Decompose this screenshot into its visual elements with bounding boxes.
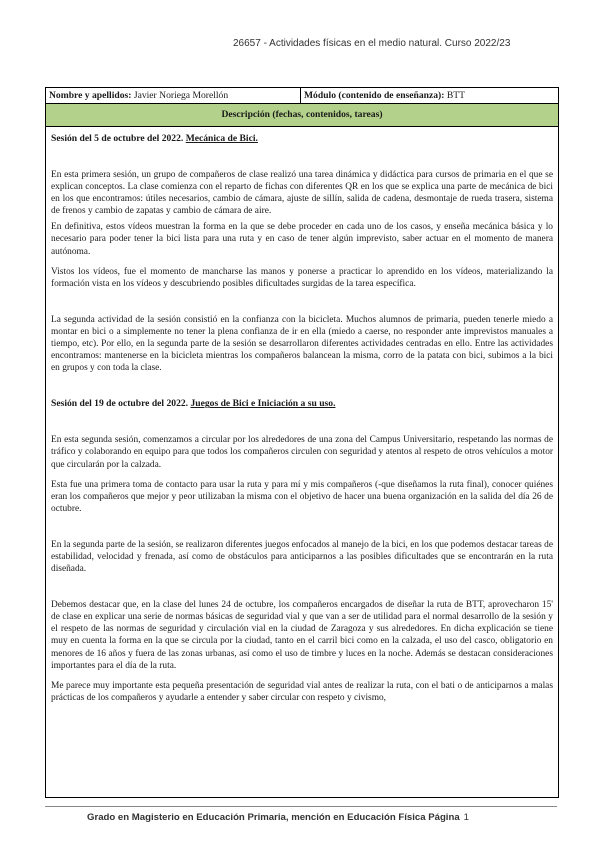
session2-topic: Juegos de Bici e Iniciación a su uso. — [190, 398, 336, 410]
session2-paragraph-1: En esta segunda sesión, comenzamos a circular por los alrededores de una zona del Campus Universitario, respetando las normas de tráfico y colaborando en equipo para que todos los compañeros circulen con seguridad y atentos al respeto de otros vehículos a motor que circularán por la calzada. — [51, 435, 553, 470]
session1-heading — [51, 133, 553, 145]
info-row — [46, 88, 558, 104]
session2-paragraph-5: Me parece muy importante esta pequeña presentación de seguridad vial antes de realizar la ruta, con el bati o de anticiparnos a malas prácticas de los compañeros y ayudarle a entender y saber circular con respeto y civismo, — [51, 680, 553, 703]
page-number: 1 — [463, 812, 470, 823]
session2-paragraph-3: En la segunda parte de la sesión, se realizaron diferentes juegos enfocados al manejo de la bici, en los que podemos destacar tareas de estabilidad, velocidad y frenada, así como de obstáculos para anticiparnos a las posibles dificultades que se encontrarán en la ruta diseñada. — [51, 539, 553, 575]
description-header: Descripción (fechas, contenidos, tareas) — [46, 104, 558, 127]
session1-paragraph-4: La segunda actividad de la sesión consistió en la confianza con la bicicleta. Muchos alumnos de primaria, pueden tenerle miedo a montar en bici o a simplemente no tener la plena confianza de ir en ella (miedo a caerse, no responder ante imprevistos manuales a tiempo, etc). Por ello, en la segunda parte de la sesión se desarrollaron diferentes actividades centradas en ello. Entre las actividades encontramos: mantenerse en la bicicleta mientras los compañeros balancean la misma, corro de la patata con bici, subimos a la bici en grupos y con toda la clase. — [51, 314, 553, 374]
name-cell — [46, 88, 301, 103]
activity-table — [45, 87, 559, 798]
description-content — [46, 127, 558, 797]
name-value: Javier Noriega Morellón — [133, 90, 229, 101]
document-footer — [87, 812, 469, 823]
name-label: Nombre y apellidos: — [49, 90, 132, 101]
module-label: Módulo (contenido de enseñanza): — [304, 90, 445, 101]
session1-topic: Mecánica de Bici. — [185, 133, 258, 144]
session1-paragraph-2: En definitiva, estos vídeos muestran la forma en la que se debe proceder en cada uno de los casos, y enseña mecánica básica y lo necesario para poder tener la bici lista para una ruta y en caso de tener algún imprevisto, saber actuar en el momento de manera autónoma. — [51, 222, 553, 257]
session2-heading — [51, 398, 553, 410]
document-header: 26657 - Actividades físicas en el medio natural. Curso 2022/23 — [233, 38, 511, 49]
module-cell — [301, 88, 558, 103]
footer-text: Grado en Magisterio en Educación Primaria, mención en Educación Física Página — [87, 812, 460, 823]
session2-date: Sesión del 19 de octubre del 2022. — [51, 398, 189, 410]
module-value: BTT — [446, 90, 465, 101]
session1-paragraph-1: En esta primera sesión, un grupo de compañeros de clase realizó una tarea dinámica y didáctica para cursos de primaria en el que se explican conceptos. La clase comienza con el reparto de fichas con diferentes QR en los que se explica una parte de mecánica de bici en los que encontramos: útiles necesarios, cambio de cámara, ajuste de sillín, salida de cadena, desmontaje de rueda trasera, sistema de frenos y cambio de zapatas y cambio de cámara de aire. — [51, 170, 553, 217]
session1-date: Sesión del 5 de octubre del 2022. — [51, 133, 184, 144]
session1-paragraph-3: Vistos los vídeos, fue el momento de mancharse las manos y ponerse a practicar lo aprendido en los vídeos, materializando la formación vista en los vídeos y descubriendo posibles dificultades surgidas de la tarea específica. — [51, 266, 553, 289]
session2-paragraph-4: Debemos destacar que, en la clase del lunes 24 de octubre, los compañeros encargados de diseñar la ruta de BTT, aprovecharon 15' de clase en explicar una serie de normas básicas de seguridad vial y que van a ser de utilidad para el normal desarrollo de la sesión y el respeto de las normas de seguridad y circulación vial en la ciudad de Zaragoza y sus alrededores. En dicha explicación se tiene muy en cuenta la forma en la que se circula por la ciudad, tanto en el carril bici como en la calzada, el uso del casco, obligatorio en menores de 16 años y fuera de las zonas urbanas, así como el uso de timbre y luces en la noche. Además se destacan consideraciones importantes para el día de la ruta. — [51, 600, 553, 671]
footer-divider — [45, 806, 557, 807]
session2-paragraph-2: Esta fue una primera toma de contacto para usar la ruta y para mí y mis compañeros (-que diseñamos la ruta final), conocer quiénes eran los compañeros que mejor y peor utilizaban la misma con el objetivo de hacer una buena organización en la salida del día 26 de octubre. — [51, 479, 553, 514]
